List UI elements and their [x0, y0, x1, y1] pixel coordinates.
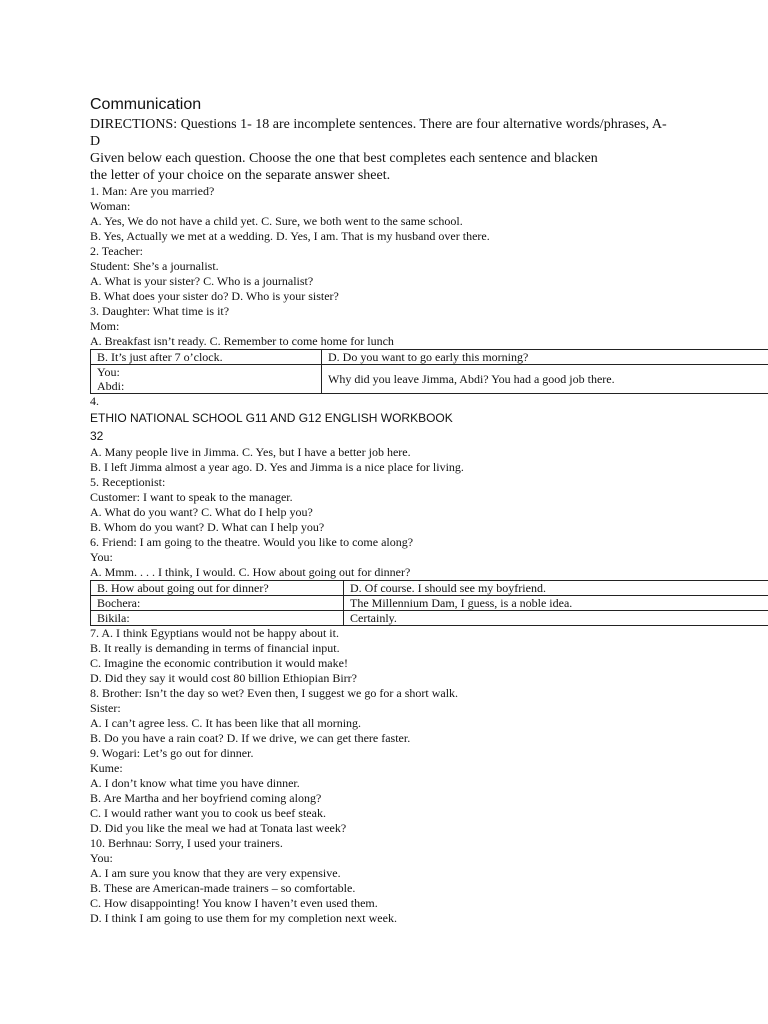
question-line: D. I think I am going to use them for my completion next week. — [90, 911, 397, 925]
workbook-title: ETHIO NATIONAL SCHOOL G11 AND G12 ENGLISH WORKBOOK — [90, 411, 453, 425]
question-line: A. Mmm. . . . I think, I would. C. How about going out for dinner? — [90, 565, 411, 579]
speaker-label: You: — [97, 365, 120, 379]
table-cell: D. Of course. I should see my boyfriend. — [344, 581, 768, 596]
question-number: 4. — [90, 394, 99, 408]
question-line: You: — [90, 550, 113, 564]
question-line: B. Are Martha and her boyfriend coming along? — [90, 791, 322, 805]
question-line: 8. Brother: Isn’t the day so wet? Even then, I suggest we go for a short walk. — [90, 686, 459, 700]
table-cell: D. Do you want to go early this morning? — [322, 350, 768, 365]
question-line: Customer: I want to speak to the manager. — [90, 490, 293, 504]
question-line: 9. Wogari: Let’s go out for dinner. — [90, 746, 254, 760]
question-line: Sister: — [90, 701, 121, 715]
question-line: B. I left Jimma almost a year ago. D. Yes and Jimma is a nice place for living. — [90, 460, 464, 474]
table-cell: The Millennium Dam, I guess, is a noble idea. — [344, 596, 768, 611]
question-line: D. Did they say it would cost 80 billion Ethiopian Birr? — [90, 671, 357, 685]
question-line: C. I would rather want you to cook us beef steak. — [90, 806, 326, 820]
question-line: B. It really is demanding in terms of financial input. — [90, 641, 340, 655]
question-line: A. Breakfast isn’t ready. C. Remember to come home for lunch — [90, 334, 394, 348]
question-line: C. Imagine the economic contribution it would make! — [90, 656, 348, 670]
question-line: B. Yes, Actually we met at a wedding. D. Yes, I am. That is my husband over there. — [90, 229, 490, 243]
table-cell: B. How about going out for dinner? — [91, 581, 344, 596]
question-line: A. What do you want? C. What do I help you? — [90, 505, 313, 519]
question-line: A. I can’t agree less. C. It has been like that all morning. — [90, 716, 362, 730]
directions-line: DIRECTIONS: Questions 1- 18 are incomplete sentences. There are four alternative words/phrases, A- — [90, 117, 667, 132]
question-line: Woman: — [90, 199, 131, 213]
directions-line: Given below each question. Choose the one that best completes each sentence and blacken — [90, 151, 598, 166]
directions-line: the letter of your choice on the separate answer sheet. — [90, 168, 391, 183]
question-line: B. These are American-made trainers – so comfortable. — [90, 881, 356, 895]
table-cell: Certainly. — [344, 611, 768, 626]
question-line: A. I don’t know what time you have dinner. — [90, 776, 300, 790]
question-line: A. I am sure you know that they are very expensive. — [90, 866, 341, 880]
table-cell: B. It’s just after 7 o’clock. — [91, 350, 322, 365]
question-line: A. What is your sister? C. Who is a journalist? — [90, 274, 314, 288]
question-line: D. Did you like the meal we had at Tonata last week? — [90, 821, 347, 835]
question-line: C. How disappointing! You know I haven’t even used them. — [90, 896, 378, 910]
question-line: A. Many people live in Jimma. C. Yes, but I have a better job here. — [90, 445, 411, 459]
table-cell: Why did you leave Jimma, Abdi? You had a good job there. — [322, 365, 768, 394]
options-table-2 — [90, 580, 768, 626]
options-table-1 — [90, 349, 768, 394]
speaker-label: Abdi: — [97, 379, 125, 393]
question-line: 1. Man: Are you married? — [90, 184, 215, 198]
question-line: 6. Friend: I am going to the theatre. Would you like to come along? — [90, 535, 414, 549]
table-cell: Bochera: — [91, 596, 344, 611]
question-line: 10. Berhnau: Sorry, I used your trainers. — [90, 836, 283, 850]
directions-line: D — [90, 134, 101, 149]
document-page — [90, 94, 768, 926]
question-line: 2. Teacher: — [90, 244, 143, 258]
table-cell: Bikila: — [91, 611, 344, 626]
question-line: 5. Receptionist: — [90, 475, 166, 489]
question-line: Mom: — [90, 319, 120, 333]
section-heading: Communication — [90, 96, 202, 113]
question-line: Kume: — [90, 761, 123, 775]
question-line: B. What does your sister do? D. Who is your sister? — [90, 289, 339, 303]
question-line: You: — [90, 851, 113, 865]
page-number: 32 — [90, 429, 104, 443]
question-line: 7. A. I think Egyptians would not be happy about it. — [90, 626, 339, 640]
question-line: 3. Daughter: What time is it? — [90, 304, 230, 318]
question-line: A. Yes, We do not have a child yet. C. Sure, we both went to the same school. — [90, 214, 463, 228]
question-line: B. Do you have a rain coat? D. If we drive, we can get there faster. — [90, 731, 411, 745]
question-line: Student: She’s a journalist. — [90, 259, 219, 273]
question-line: B. Whom do you want? D. What can I help you? — [90, 520, 325, 534]
table-cell — [91, 365, 322, 394]
